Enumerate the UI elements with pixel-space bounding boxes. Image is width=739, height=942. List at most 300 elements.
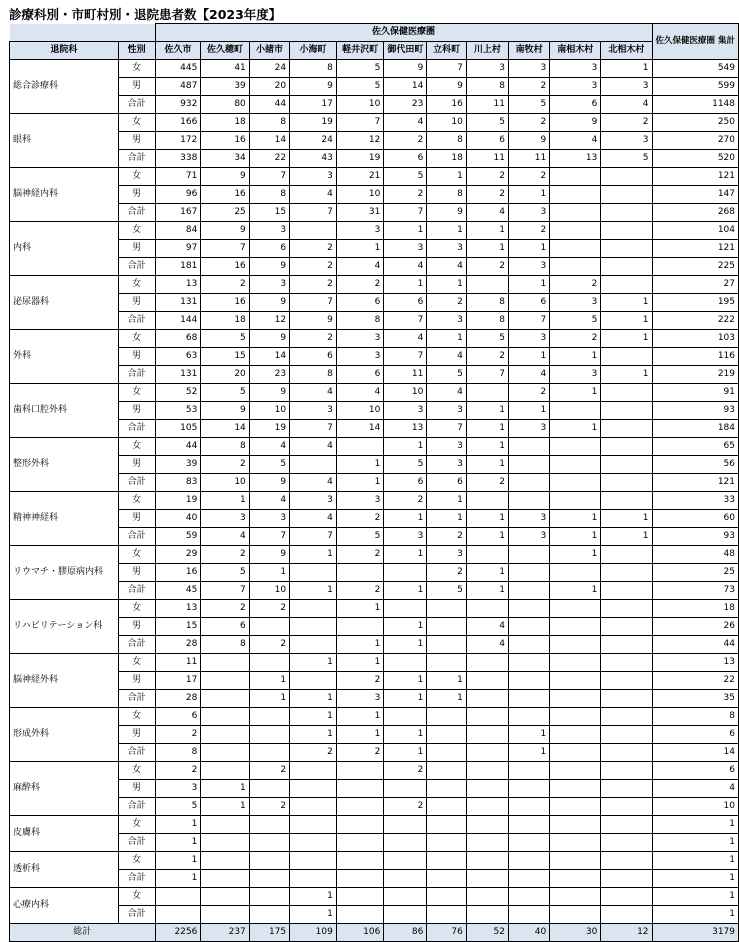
count-cell — [601, 168, 652, 186]
count-cell — [550, 186, 601, 204]
count-cell — [508, 438, 549, 456]
count-cell — [427, 780, 466, 798]
count-cell: 7 — [427, 420, 466, 438]
table-row — [10, 690, 739, 708]
sex-cell: 女 — [118, 492, 155, 510]
count-cell: 6 — [249, 240, 289, 258]
count-cell: 21 — [336, 168, 384, 186]
grand-total-cell: 2256 — [155, 924, 201, 942]
count-cell: 1 — [466, 438, 508, 456]
count-cell — [466, 384, 508, 402]
table-row — [10, 744, 739, 762]
count-cell — [384, 834, 427, 852]
count-cell — [290, 834, 337, 852]
grand-total-row — [10, 924, 739, 942]
header-region: 佐久保健医療圏 — [155, 24, 652, 42]
count-cell: 2 — [201, 546, 249, 564]
count-cell: 5 — [155, 798, 201, 816]
count-cell: 9 — [201, 168, 249, 186]
count-cell: 6 — [336, 366, 384, 384]
count-cell: 1 — [336, 726, 384, 744]
count-cell — [550, 852, 601, 870]
count-cell — [336, 816, 384, 834]
count-cell: 28 — [155, 690, 201, 708]
count-cell: 2 — [155, 726, 201, 744]
department-name: 心療内科 — [10, 888, 119, 924]
row-total-cell: 22 — [652, 672, 738, 690]
count-cell: 2 — [601, 114, 652, 132]
count-cell — [336, 780, 384, 798]
count-cell: 1 — [290, 654, 337, 672]
count-cell — [290, 798, 337, 816]
row-total-cell: 4 — [652, 780, 738, 798]
department-name: 泌尿器科 — [10, 276, 119, 330]
count-cell: 20 — [201, 366, 249, 384]
count-cell — [550, 600, 601, 618]
count-cell — [336, 798, 384, 816]
count-cell: 39 — [155, 456, 201, 474]
count-cell: 8 — [290, 366, 337, 384]
count-cell: 1 — [601, 528, 652, 546]
count-cell: 1 — [427, 492, 466, 510]
count-cell: 9 — [249, 258, 289, 276]
count-cell: 1 — [384, 438, 427, 456]
count-cell: 7 — [508, 312, 549, 330]
count-cell: 1 — [466, 510, 508, 528]
count-cell: 12 — [336, 132, 384, 150]
count-cell: 45 — [155, 582, 201, 600]
count-cell: 1 — [336, 636, 384, 654]
department-name: 内科 — [10, 222, 119, 276]
count-cell: 3 — [336, 330, 384, 348]
count-cell: 2 — [427, 528, 466, 546]
count-cell: 3 — [508, 420, 549, 438]
count-cell: 9 — [384, 60, 427, 78]
header-municipality: 佐久穂町 — [201, 42, 249, 60]
department-name: 外科 — [10, 330, 119, 384]
row-total-cell: 147 — [652, 186, 738, 204]
count-cell: 84 — [155, 222, 201, 240]
count-cell: 4 — [249, 438, 289, 456]
count-cell: 83 — [155, 474, 201, 492]
count-cell: 16 — [201, 186, 249, 204]
count-cell: 3 — [427, 438, 466, 456]
count-cell: 5 — [427, 582, 466, 600]
count-cell — [550, 906, 601, 924]
count-cell — [466, 672, 508, 690]
count-cell: 2 — [336, 546, 384, 564]
count-cell: 97 — [155, 240, 201, 258]
row-total-cell: 65 — [652, 438, 738, 456]
table-row — [10, 582, 739, 600]
count-cell — [601, 654, 652, 672]
table-row — [10, 528, 739, 546]
count-cell: 4 — [466, 618, 508, 636]
grand-total-cell: 40 — [508, 924, 549, 942]
count-cell: 1 — [427, 222, 466, 240]
count-cell: 2 — [550, 276, 601, 294]
sex-cell: 合計 — [118, 204, 155, 222]
count-cell: 1 — [290, 708, 337, 726]
count-cell — [466, 708, 508, 726]
count-cell: 3 — [290, 492, 337, 510]
department-name: 透析科 — [10, 852, 119, 888]
count-cell — [249, 618, 289, 636]
count-cell: 172 — [155, 132, 201, 150]
row-total-cell: 250 — [652, 114, 738, 132]
count-cell: 1 — [427, 330, 466, 348]
count-cell: 4 — [466, 204, 508, 222]
count-cell: 24 — [249, 60, 289, 78]
count-cell — [201, 816, 249, 834]
count-cell: 5 — [201, 564, 249, 582]
count-cell: 7 — [201, 240, 249, 258]
table-row — [10, 762, 739, 780]
count-cell — [508, 906, 549, 924]
header-row-region — [10, 24, 739, 42]
count-cell — [290, 852, 337, 870]
count-cell: 11 — [508, 150, 549, 168]
count-cell — [427, 834, 466, 852]
row-total-cell: 26 — [652, 618, 738, 636]
count-cell — [550, 870, 601, 888]
header-municipality: 御代田町 — [384, 42, 427, 60]
count-cell — [427, 744, 466, 762]
count-cell — [201, 726, 249, 744]
count-cell — [550, 834, 601, 852]
count-cell — [601, 906, 652, 924]
count-cell: 3 — [290, 402, 337, 420]
row-total-cell: 33 — [652, 492, 738, 510]
count-cell: 1 — [336, 654, 384, 672]
table-row — [10, 222, 739, 240]
count-cell: 3 — [550, 60, 601, 78]
row-total-cell: 1 — [652, 834, 738, 852]
count-cell: 338 — [155, 150, 201, 168]
count-cell: 4 — [290, 510, 337, 528]
count-cell: 1 — [601, 366, 652, 384]
table-row — [10, 204, 739, 222]
sex-cell: 合計 — [118, 366, 155, 384]
count-cell: 8 — [201, 438, 249, 456]
count-cell: 1 — [290, 906, 337, 924]
grand-total-cell: 106 — [336, 924, 384, 942]
count-cell: 18 — [201, 312, 249, 330]
sex-cell: 女 — [118, 168, 155, 186]
count-cell: 1 — [384, 510, 427, 528]
count-cell: 1 — [384, 672, 427, 690]
count-cell: 4 — [427, 348, 466, 366]
count-cell: 10 — [201, 474, 249, 492]
count-cell: 4 — [466, 636, 508, 654]
count-cell — [550, 258, 601, 276]
department-name: 脳神経内科 — [10, 168, 119, 222]
count-cell: 13 — [550, 150, 601, 168]
count-cell — [550, 456, 601, 474]
count-cell: 1 — [466, 564, 508, 582]
count-cell — [508, 870, 549, 888]
sex-cell: 合計 — [118, 636, 155, 654]
count-cell: 3 — [427, 546, 466, 564]
count-cell — [550, 222, 601, 240]
sex-cell: 男 — [118, 240, 155, 258]
count-cell — [550, 402, 601, 420]
count-cell — [290, 780, 337, 798]
department-name: 眼科 — [10, 114, 119, 168]
count-cell: 4 — [290, 186, 337, 204]
count-cell: 14 — [336, 420, 384, 438]
count-cell: 9 — [290, 78, 337, 96]
sex-cell: 女 — [118, 600, 155, 618]
count-cell: 2 — [384, 132, 427, 150]
sex-cell: 男 — [118, 564, 155, 582]
row-total-cell: 8 — [652, 708, 738, 726]
count-cell: 1 — [249, 564, 289, 582]
count-cell — [508, 546, 549, 564]
count-cell: 8 — [466, 78, 508, 96]
count-cell: 445 — [155, 60, 201, 78]
count-cell: 1 — [384, 726, 427, 744]
count-cell: 8 — [249, 186, 289, 204]
count-cell: 8 — [427, 132, 466, 150]
count-cell: 932 — [155, 96, 201, 114]
count-cell — [427, 726, 466, 744]
sex-cell: 女 — [118, 816, 155, 834]
sex-cell: 合計 — [118, 258, 155, 276]
count-cell: 1 — [384, 582, 427, 600]
count-cell: 105 — [155, 420, 201, 438]
row-total-cell: 6 — [652, 762, 738, 780]
sex-cell: 男 — [118, 456, 155, 474]
count-cell: 2 — [508, 384, 549, 402]
count-cell: 1 — [601, 60, 652, 78]
count-cell: 8 — [155, 744, 201, 762]
count-cell — [201, 852, 249, 870]
count-cell: 1 — [427, 690, 466, 708]
count-cell — [201, 654, 249, 672]
count-cell: 14 — [384, 78, 427, 96]
count-cell: 6 — [550, 96, 601, 114]
count-cell — [466, 906, 508, 924]
count-cell: 131 — [155, 366, 201, 384]
sex-cell: 合計 — [118, 150, 155, 168]
row-total-cell: 268 — [652, 204, 738, 222]
count-cell: 7 — [384, 348, 427, 366]
count-cell: 2 — [384, 762, 427, 780]
count-cell: 4 — [336, 258, 384, 276]
count-cell: 1 — [336, 240, 384, 258]
count-cell — [336, 618, 384, 636]
count-cell: 9 — [427, 204, 466, 222]
count-cell: 9 — [249, 546, 289, 564]
table-row — [10, 78, 739, 96]
count-cell: 14 — [249, 132, 289, 150]
table-row — [10, 780, 739, 798]
count-cell — [508, 708, 549, 726]
count-cell — [466, 690, 508, 708]
count-cell — [601, 492, 652, 510]
row-total-cell: 44 — [652, 636, 738, 654]
count-cell — [249, 816, 289, 834]
count-cell — [601, 726, 652, 744]
count-cell: 1 — [466, 420, 508, 438]
row-total-cell: 56 — [652, 456, 738, 474]
sex-cell: 合計 — [118, 798, 155, 816]
count-cell: 19 — [249, 420, 289, 438]
sex-cell: 女 — [118, 654, 155, 672]
count-cell: 1 — [508, 186, 549, 204]
count-cell — [601, 762, 652, 780]
department-name: 精神神経科 — [10, 492, 119, 546]
count-cell: 2 — [290, 744, 337, 762]
count-cell: 23 — [249, 366, 289, 384]
sex-cell: 合計 — [118, 312, 155, 330]
count-cell: 7 — [384, 312, 427, 330]
count-cell: 3 — [336, 222, 384, 240]
header-municipality: 南相木村 — [550, 42, 601, 60]
count-cell — [550, 240, 601, 258]
count-cell: 1 — [550, 420, 601, 438]
count-cell: 181 — [155, 258, 201, 276]
row-total-cell: 6 — [652, 726, 738, 744]
count-cell — [601, 744, 652, 762]
count-cell: 14 — [201, 420, 249, 438]
count-cell: 4 — [384, 114, 427, 132]
count-cell — [290, 600, 337, 618]
count-cell: 2 — [201, 276, 249, 294]
count-cell — [466, 762, 508, 780]
count-cell — [601, 222, 652, 240]
table-row — [10, 672, 739, 690]
table-row — [10, 492, 739, 510]
count-cell: 2 — [290, 276, 337, 294]
count-cell: 8 — [427, 186, 466, 204]
count-cell: 2 — [336, 672, 384, 690]
count-cell: 5 — [427, 366, 466, 384]
count-cell — [601, 420, 652, 438]
row-total-cell: 73 — [652, 582, 738, 600]
table-row — [10, 474, 739, 492]
count-cell: 487 — [155, 78, 201, 96]
count-cell: 3 — [508, 528, 549, 546]
count-cell — [508, 492, 549, 510]
row-total-cell: 91 — [652, 384, 738, 402]
department-name: 歯科口腔外科 — [10, 384, 119, 438]
table-row — [10, 636, 739, 654]
count-cell: 1 — [155, 834, 201, 852]
sex-cell: 合計 — [118, 834, 155, 852]
count-cell — [601, 438, 652, 456]
count-cell: 4 — [384, 258, 427, 276]
count-cell: 5 — [466, 114, 508, 132]
count-cell: 2 — [508, 78, 549, 96]
count-cell: 6 — [427, 474, 466, 492]
count-cell: 2 — [155, 762, 201, 780]
row-total-cell: 121 — [652, 474, 738, 492]
row-total-cell: 121 — [652, 168, 738, 186]
count-cell: 3 — [601, 78, 652, 96]
row-total-cell: 219 — [652, 366, 738, 384]
sex-cell: 男 — [118, 294, 155, 312]
row-total-cell: 225 — [652, 258, 738, 276]
count-cell — [201, 708, 249, 726]
count-cell: 63 — [155, 348, 201, 366]
count-cell: 2 — [336, 744, 384, 762]
count-cell: 3 — [508, 204, 549, 222]
table-body — [10, 60, 739, 942]
count-cell: 18 — [427, 150, 466, 168]
count-cell — [601, 348, 652, 366]
sex-cell: 女 — [118, 438, 155, 456]
count-cell: 39 — [201, 78, 249, 96]
count-cell: 1 — [550, 348, 601, 366]
count-cell: 3 — [384, 240, 427, 258]
sex-cell: 女 — [118, 708, 155, 726]
count-cell — [550, 438, 601, 456]
count-cell — [384, 852, 427, 870]
count-cell: 9 — [508, 132, 549, 150]
count-cell: 1 — [336, 456, 384, 474]
count-cell: 6 — [384, 294, 427, 312]
count-cell: 1 — [336, 708, 384, 726]
table-row — [10, 402, 739, 420]
table-row — [10, 168, 739, 186]
count-cell: 5 — [508, 96, 549, 114]
table-row — [10, 366, 739, 384]
count-cell: 7 — [290, 294, 337, 312]
count-cell: 7 — [336, 114, 384, 132]
grand-total-cell: 175 — [249, 924, 289, 942]
count-cell: 3 — [508, 330, 549, 348]
count-cell: 10 — [249, 402, 289, 420]
count-cell: 1 — [290, 690, 337, 708]
table-row — [10, 564, 739, 582]
count-cell — [427, 636, 466, 654]
count-cell: 6 — [155, 708, 201, 726]
count-cell — [249, 906, 289, 924]
count-cell — [466, 654, 508, 672]
count-cell — [550, 816, 601, 834]
count-cell — [290, 870, 337, 888]
count-cell: 5 — [601, 150, 652, 168]
sex-cell: 合計 — [118, 582, 155, 600]
count-cell — [427, 654, 466, 672]
count-cell — [601, 402, 652, 420]
count-cell — [249, 834, 289, 852]
grand-total-label: 総計 — [10, 924, 156, 942]
count-cell: 7 — [201, 582, 249, 600]
count-cell — [427, 762, 466, 780]
count-cell: 44 — [249, 96, 289, 114]
count-cell: 1 — [427, 510, 466, 528]
row-total-cell: 93 — [652, 402, 738, 420]
table-row — [10, 618, 739, 636]
table-row — [10, 276, 739, 294]
count-cell: 40 — [155, 510, 201, 528]
department-name: 脳神経外科 — [10, 654, 119, 708]
table-row — [10, 456, 739, 474]
count-cell — [466, 852, 508, 870]
table-row — [10, 834, 739, 852]
count-cell: 9 — [249, 474, 289, 492]
count-cell: 96 — [155, 186, 201, 204]
count-cell — [290, 636, 337, 654]
row-total-cell: 1 — [652, 906, 738, 924]
count-cell — [427, 798, 466, 816]
count-cell: 5 — [466, 330, 508, 348]
header-municipality: 軽井沢町 — [336, 42, 384, 60]
count-cell: 4 — [384, 330, 427, 348]
